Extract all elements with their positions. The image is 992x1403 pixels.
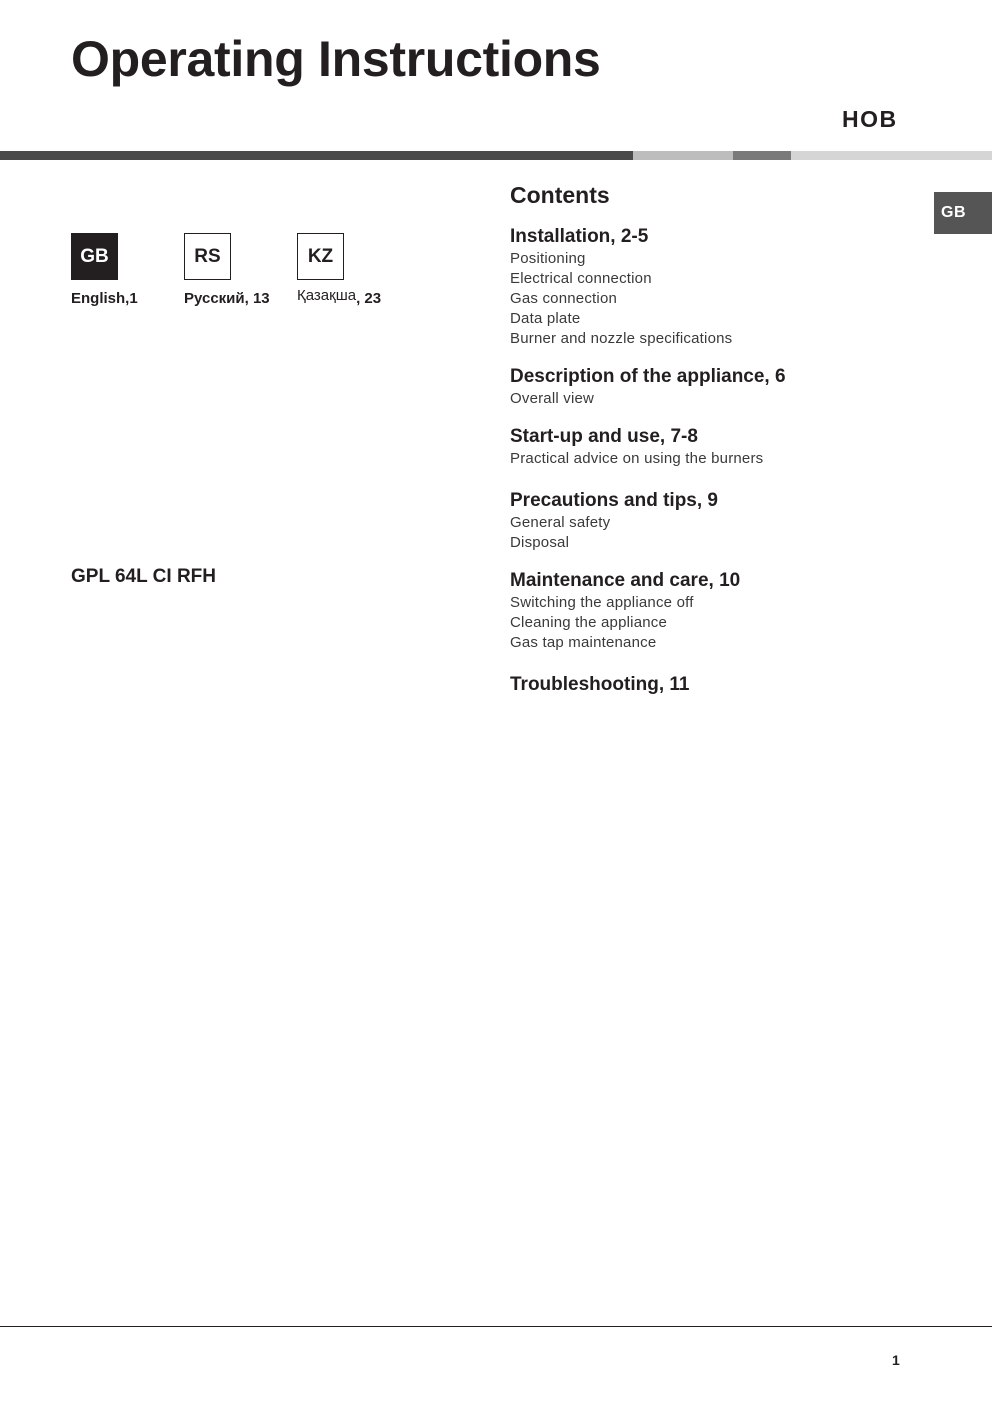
page-title: Operating Instructions	[71, 31, 601, 87]
language-side-tab: GB	[934, 192, 992, 234]
language-page-kz: , 23	[356, 290, 382, 307]
language-box-kz[interactable]: KZ	[297, 233, 344, 280]
toc-item[interactable]: Disposal	[510, 534, 570, 551]
product-type: HOB	[842, 106, 898, 132]
toc-section-heading[interactable]: Maintenance and care, 10	[510, 570, 741, 591]
toc-item[interactable]: Overall view	[510, 390, 595, 407]
toc-item[interactable]: Positioning	[510, 250, 586, 267]
footer-rule	[0, 1326, 992, 1327]
toc-section-heading[interactable]: Start-up and use, 7-8	[510, 426, 698, 447]
contents-title: Contents	[510, 182, 610, 208]
header-bar-segment	[633, 151, 733, 160]
toc-item[interactable]: Data plate	[510, 310, 581, 327]
header-bar-segment	[733, 151, 791, 160]
language-label-rs[interactable]: Русский, 13	[184, 290, 270, 307]
header-bar-segment	[0, 151, 633, 160]
language-box-gb[interactable]: GB	[71, 233, 118, 280]
toc-item[interactable]: Switching the appliance off	[510, 594, 694, 611]
toc-item[interactable]: Gas tap maintenance	[510, 634, 657, 651]
language-name-kz: Қазақша	[297, 287, 357, 304]
language-label-kz[interactable]	[297, 287, 382, 307]
toc-item[interactable]: Practical advice on using the burners	[510, 450, 764, 467]
language-label-gb[interactable]: English,1	[71, 290, 138, 307]
header-bar-segment	[791, 151, 992, 160]
toc-item[interactable]: General safety	[510, 514, 611, 531]
toc-section-heading[interactable]: Installation, 2-5	[510, 226, 649, 247]
toc-section-heading[interactable]: Description of the appliance, 6	[510, 366, 786, 387]
toc-section-heading[interactable]: Troubleshooting, 11	[510, 674, 690, 695]
language-box-rs[interactable]: RS	[184, 233, 231, 280]
toc-item[interactable]: Electrical connection	[510, 270, 652, 287]
toc-item[interactable]: Cleaning the appliance	[510, 614, 668, 631]
toc-section-heading[interactable]: Precautions and tips, 9	[510, 490, 718, 511]
toc-item[interactable]: Burner and nozzle specifications	[510, 330, 733, 347]
page-number: 1	[892, 1352, 900, 1368]
toc-item[interactable]: Gas connection	[510, 290, 618, 307]
model-number: GPL 64L CI RFH	[71, 566, 216, 587]
